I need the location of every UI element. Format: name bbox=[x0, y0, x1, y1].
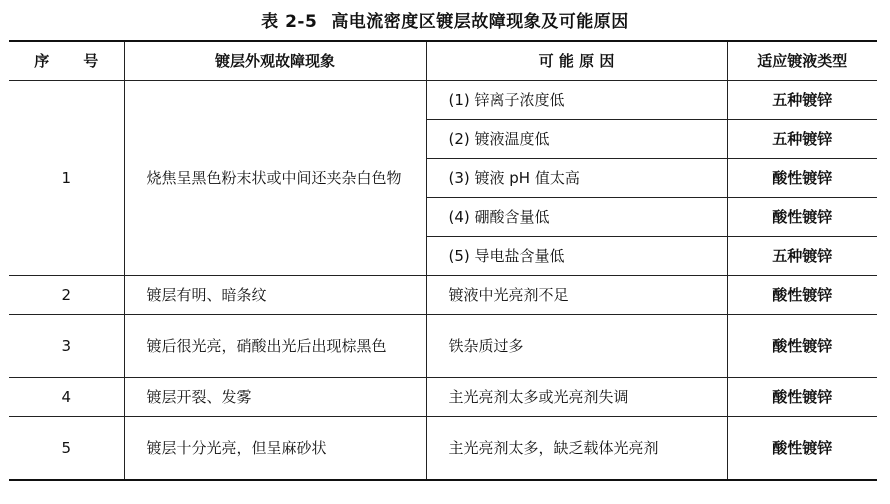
table-number: 表 2-5 bbox=[261, 12, 318, 32]
header-phenomenon: 镀层外观故障现象 bbox=[124, 41, 426, 81]
row-number: 2 bbox=[9, 276, 124, 315]
row-phenomenon: 镀层开裂、发雾 bbox=[124, 378, 426, 417]
row-cause: (4) 硼酸含量低 bbox=[426, 198, 727, 237]
row-type: 酸性镀锌 bbox=[727, 276, 877, 315]
row-number: 3 bbox=[9, 315, 124, 378]
row-phenomenon: 镀后很光亮，硝酸出光后出现棕黑色 bbox=[124, 315, 426, 378]
row-cause: 主光亮剂太多或光亮剂失调 bbox=[426, 378, 727, 417]
table-row bbox=[9, 276, 877, 315]
row-cause: (2) 镀液温度低 bbox=[426, 120, 727, 159]
row-type: 五种镀锌 bbox=[727, 120, 877, 159]
row-cause: (3) 镀液 pH 值太高 bbox=[426, 159, 727, 198]
table-row bbox=[9, 417, 877, 481]
row-type: 酸性镀锌 bbox=[727, 315, 877, 378]
header-seq bbox=[9, 41, 124, 81]
table-row bbox=[9, 378, 877, 417]
table-row bbox=[9, 315, 877, 378]
row-number: 4 bbox=[9, 378, 124, 417]
row-type: 五种镀锌 bbox=[727, 237, 877, 276]
header-type: 适应镀液类型 bbox=[727, 41, 877, 81]
row-number: 5 bbox=[9, 417, 124, 481]
row-type: 酸性镀锌 bbox=[727, 159, 877, 198]
header-cause: 可 能 原 因 bbox=[426, 41, 727, 81]
row-number: 1 bbox=[9, 81, 124, 276]
row-cause: (1) 锌离子浓度低 bbox=[426, 81, 727, 120]
table-caption bbox=[0, 7, 890, 32]
row-cause: (5) 导电盐含量低 bbox=[426, 237, 727, 276]
row-type: 酸性镀锌 bbox=[727, 378, 877, 417]
header-row bbox=[9, 41, 877, 81]
row-cause: 主光亮剂太多，缺乏载体光亮剂 bbox=[426, 417, 727, 481]
table-title: 高电流密度区镀层故障现象及可能原因 bbox=[331, 12, 629, 32]
header-seq-a: 序 bbox=[34, 52, 50, 70]
row-cause: 铁杂质过多 bbox=[426, 315, 727, 378]
row-type: 五种镀锌 bbox=[727, 81, 877, 120]
row-cause: 镀液中光亮剂不足 bbox=[426, 276, 727, 315]
header-seq-b: 号 bbox=[83, 52, 99, 70]
row-phenomenon: 烧焦呈黑色粉末状或中间还夹杂白色物 bbox=[124, 81, 426, 276]
fault-table bbox=[9, 40, 877, 481]
row-phenomenon: 镀层十分光亮，但呈麻砂状 bbox=[124, 417, 426, 481]
row-phenomenon: 镀层有明、暗条纹 bbox=[124, 276, 426, 315]
row-type: 酸性镀锌 bbox=[727, 417, 877, 481]
table-row bbox=[9, 81, 877, 120]
row-type: 酸性镀锌 bbox=[727, 198, 877, 237]
